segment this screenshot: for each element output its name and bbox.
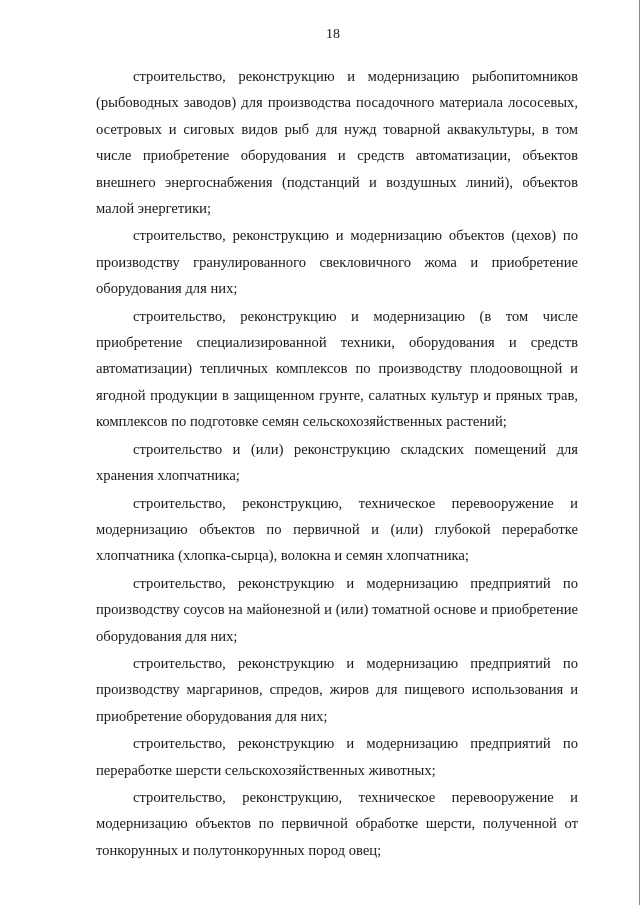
paragraph-margarines: строительство, реконструкцию и модернизацию предприятий по производству маргаринов, спредов, жиров для пищевого использования и приобретение оборудования для них; — [96, 655, 578, 725]
paragraph-wool-processing: строительство, реконструкцию и модернизацию предприятий по переработке шерсти сельскохозяйственных животных; — [96, 736, 578, 779]
paragraph-cotton-processing: строительство, реконструкцию, техническое перевооружение и модернизацию объектов по первичной и (или) глубокой переработке хлопчатника (хлопка-сырца), волокна и семян хлопчатника; — [96, 495, 578, 565]
paragraph-cotton-storage: строительство и (или) реконструкцию складских помещений для хранения хлопчатника; — [96, 441, 578, 485]
paragraph-sauces: строительство, реконструкцию и модернизацию предприятий по производству соусов на майонезной и (или) томатной основе и приобретение оборудования для них; — [96, 575, 578, 645]
document-body — [96, 64, 578, 864]
paragraph-wool-primary: строительство, реконструкцию, техническое перевооружение и модернизацию объектов по первичной обработке шерсти, полученной от тонкорунных и полутонкорунных пород овец; — [96, 789, 578, 859]
paragraph-beet-pulp: строительство, реконструкцию и модернизацию объектов (цехов) по производству гранулированного свекловичного жома и приобретение оборудования для них; — [96, 228, 578, 298]
paragraph-fish-hatcheries: строительство, реконструкцию и модернизацию рыбопитомников (рыбоводных заводов) для производства посадочного материала лососевых, осетровых и сиговых видов рыб для нужд товарной аквакультуры, в том числе приобретение оборудования и средств автоматизации, объектов внешнего энергоснабжения (подстанций и воздушных линий), объектов малой энергетики; — [96, 69, 578, 218]
page-number: 18 — [326, 27, 340, 42]
paragraph-greenhouses: строительство, реконструкцию и модернизацию (в том числе приобретение специализированной техники, оборудования и средств автоматизации) тепличных комплексов по производству плодоовощной и ягодной продукции в защищенном грунте, салатных культур и пряных трав, комплексов по подготовке семян сельскохозяйственных растений; — [96, 308, 578, 431]
